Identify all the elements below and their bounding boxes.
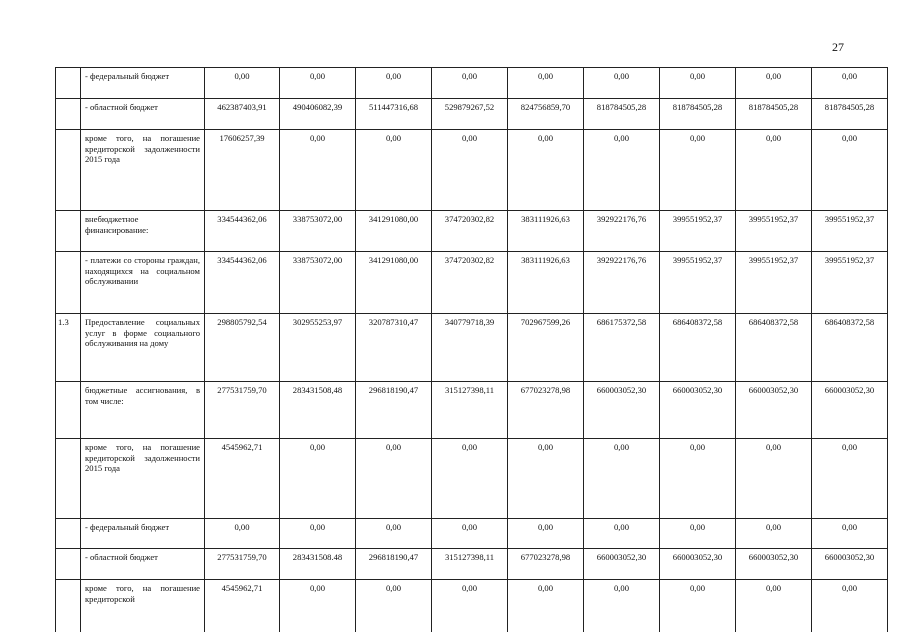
value-cell: 686408372,58	[660, 314, 736, 382]
value-cell: 0,00	[584, 439, 660, 519]
value-cell: 0,00	[812, 130, 888, 211]
table-row	[56, 130, 888, 211]
value-cell: 660003052,30	[660, 382, 736, 439]
value-cell: 0,00	[584, 130, 660, 211]
row-label-cell: кроме того, на погашение кредиторской задолженности 2015 года	[81, 130, 205, 211]
value-cell: 399551952,37	[812, 252, 888, 314]
budget-table-body	[56, 68, 888, 633]
value-cell: 341291080,00	[356, 211, 432, 252]
value-cell: 0,00	[812, 519, 888, 549]
value-cell: 399551952,37	[660, 211, 736, 252]
table-row	[56, 252, 888, 314]
value-cell: 686408372,58	[812, 314, 888, 382]
row-number-cell	[56, 439, 81, 519]
row-number-cell: 1.3	[56, 314, 81, 382]
table-row	[56, 68, 888, 99]
row-label-cell: внебюджетное финансирование:	[81, 211, 205, 252]
value-cell: 660003052,30	[584, 549, 660, 580]
value-cell: 660003052,30	[660, 549, 736, 580]
value-cell: 0,00	[356, 68, 432, 99]
value-cell: 0,00	[660, 439, 736, 519]
value-cell: 0,00	[508, 68, 584, 99]
value-cell: 0,00	[205, 68, 280, 99]
table-row	[56, 580, 888, 633]
value-cell: 824756859,70	[508, 99, 584, 130]
value-cell: 0,00	[280, 439, 356, 519]
value-cell: 0,00	[736, 580, 812, 633]
value-cell: 0,00	[432, 439, 508, 519]
row-number-cell	[56, 382, 81, 439]
value-cell: 0,00	[432, 519, 508, 549]
row-number-cell	[56, 68, 81, 99]
value-cell: 341291080,00	[356, 252, 432, 314]
budget-table	[55, 67, 888, 632]
value-cell: 4545962,71	[205, 580, 280, 633]
value-cell: 0,00	[432, 580, 508, 633]
value-cell: 17606257,39	[205, 130, 280, 211]
value-cell: 0,00	[508, 439, 584, 519]
value-cell: 660003052,30	[736, 382, 812, 439]
value-cell: 0,00	[660, 580, 736, 633]
row-number-cell	[56, 99, 81, 130]
value-cell: 818784505,28	[660, 99, 736, 130]
value-cell: 0,00	[584, 580, 660, 633]
value-cell: 0,00	[508, 580, 584, 633]
value-cell: 660003052,30	[812, 549, 888, 580]
value-cell: 277531759,70	[205, 549, 280, 580]
value-cell: 399551952,37	[736, 211, 812, 252]
row-number-cell	[56, 549, 81, 580]
value-cell: 320787310,47	[356, 314, 432, 382]
value-cell: 0,00	[736, 68, 812, 99]
value-cell: 0,00	[736, 130, 812, 211]
value-cell: 0,00	[280, 130, 356, 211]
value-cell: 392922176,76	[584, 252, 660, 314]
value-cell: 392922176,76	[584, 211, 660, 252]
value-cell: 0,00	[205, 519, 280, 549]
table-row	[56, 99, 888, 130]
table-row	[56, 519, 888, 549]
value-cell: 0,00	[280, 580, 356, 633]
value-cell: 296818190,47	[356, 382, 432, 439]
row-number-cell	[56, 519, 81, 549]
value-cell: 0,00	[812, 68, 888, 99]
value-cell: 0,00	[812, 439, 888, 519]
value-cell: 338753072,00	[280, 211, 356, 252]
value-cell: 660003052,30	[736, 549, 812, 580]
value-cell: 511447316,68	[356, 99, 432, 130]
value-cell: 277531759,70	[205, 382, 280, 439]
value-cell: 334544362,06	[205, 211, 280, 252]
value-cell: 686408372,58	[736, 314, 812, 382]
value-cell: 818784505,28	[584, 99, 660, 130]
value-cell: 0,00	[432, 130, 508, 211]
value-cell: 0,00	[660, 68, 736, 99]
row-number-cell	[56, 252, 81, 314]
value-cell: 0,00	[356, 130, 432, 211]
row-number-cell	[56, 130, 81, 211]
row-number-cell	[56, 211, 81, 252]
value-cell: 383111926,63	[508, 211, 584, 252]
table-row	[56, 211, 888, 252]
value-cell: 340779718,39	[432, 314, 508, 382]
value-cell: 0,00	[736, 439, 812, 519]
value-cell: 0,00	[356, 439, 432, 519]
value-cell: 298805792,54	[205, 314, 280, 382]
value-cell: 0,00	[660, 519, 736, 549]
value-cell: 383111926,63	[508, 252, 584, 314]
table-row	[56, 314, 888, 382]
row-label-cell: кроме того, на погашение кредиторской	[81, 580, 205, 633]
value-cell: 399551952,37	[812, 211, 888, 252]
value-cell: 315127398,11	[432, 549, 508, 580]
row-label-cell: кроме того, на погашение кредиторской задолженности 2015 года	[81, 439, 205, 519]
page-number: 27	[832, 40, 844, 54]
value-cell: 660003052,30	[812, 382, 888, 439]
value-cell: 677023278,98	[508, 382, 584, 439]
value-cell: 4545962,71	[205, 439, 280, 519]
value-cell: 338753072,00	[280, 252, 356, 314]
value-cell: 818784505,28	[812, 99, 888, 130]
value-cell: 0,00	[584, 519, 660, 549]
row-label-cell: Предоставление социальных услуг в форме социального обслуживания на дому	[81, 314, 205, 382]
value-cell: 0,00	[356, 519, 432, 549]
value-cell: 818784505,28	[736, 99, 812, 130]
value-cell: 334544362,06	[205, 252, 280, 314]
value-cell: 0,00	[356, 580, 432, 633]
value-cell: 374720302,82	[432, 211, 508, 252]
value-cell: 374720302,82	[432, 252, 508, 314]
value-cell: 490406082,39	[280, 99, 356, 130]
value-cell: 296818190,47	[356, 549, 432, 580]
value-cell: 686175372,58	[584, 314, 660, 382]
value-cell: 529879267,52	[432, 99, 508, 130]
value-cell: 0,00	[736, 519, 812, 549]
value-cell: 399551952,37	[660, 252, 736, 314]
row-label-cell: бюджетные ассигнования, в том числе:	[81, 382, 205, 439]
value-cell: 660003052,30	[584, 382, 660, 439]
value-cell: 462387403,91	[205, 99, 280, 130]
row-label-cell: - федеральный бюджет	[81, 68, 205, 99]
row-label-cell: - федеральный бюджет	[81, 519, 205, 549]
value-cell: 677023278,98	[508, 549, 584, 580]
value-cell: 0,00	[660, 130, 736, 211]
value-cell: 0,00	[508, 519, 584, 549]
value-cell: 399551952,37	[736, 252, 812, 314]
row-number-cell	[56, 580, 81, 633]
value-cell: 302955253,97	[280, 314, 356, 382]
value-cell: 0,00	[280, 519, 356, 549]
value-cell: 0,00	[280, 68, 356, 99]
value-cell: 0,00	[584, 68, 660, 99]
row-label-cell: - платежи со стороны граждан, находящихся на социальном обслуживании	[81, 252, 205, 314]
row-label-cell: - областной бюджет	[81, 549, 205, 580]
value-cell: 283431508.48	[280, 549, 356, 580]
value-cell: 0,00	[508, 130, 584, 211]
value-cell: 0,00	[432, 68, 508, 99]
value-cell: 283431508,48	[280, 382, 356, 439]
table-row	[56, 439, 888, 519]
value-cell: 702967599,26	[508, 314, 584, 382]
table-row	[56, 382, 888, 439]
table-row	[56, 549, 888, 580]
value-cell: 0,00	[812, 580, 888, 633]
value-cell: 315127398,11	[432, 382, 508, 439]
row-label-cell: - областной бюджет	[81, 99, 205, 130]
